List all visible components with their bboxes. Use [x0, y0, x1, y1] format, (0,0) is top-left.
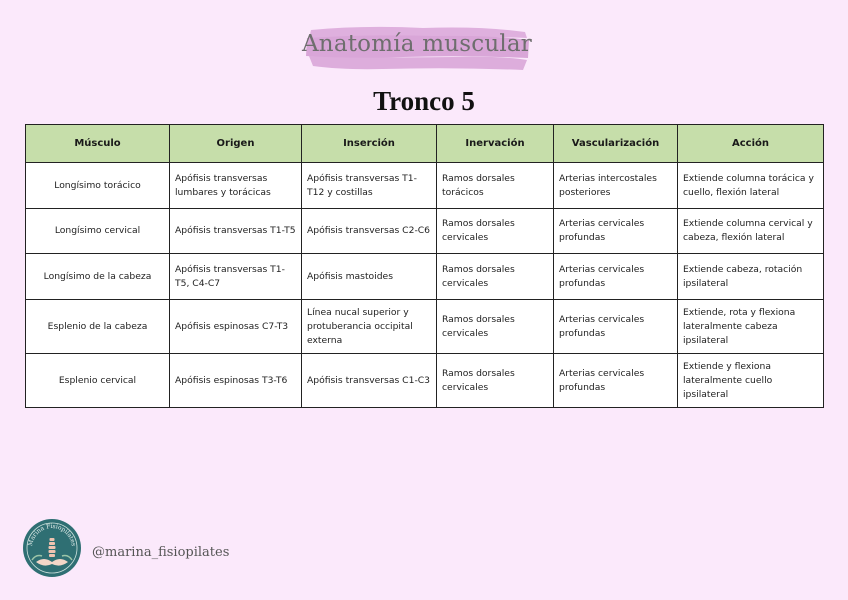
- cell-inervacion: Ramos dorsales cervicales: [437, 209, 554, 254]
- cell-insercion: Línea nucal superior y protuberancia occipital externa: [302, 300, 437, 354]
- table-row: [26, 209, 824, 254]
- column-header-musculo: Músculo: [26, 125, 170, 163]
- cell-musculo: Esplenio de la cabeza: [26, 300, 170, 354]
- column-header-accion: Acción: [678, 125, 824, 163]
- cell-origen: Apófisis transversas T1-T5, C4-C7: [170, 254, 302, 300]
- spine-lotus-logo-icon: [22, 518, 82, 578]
- cell-musculo: Longísimo torácico: [26, 163, 170, 209]
- cell-insercion: Apófisis mastoides: [302, 254, 437, 300]
- table-row: [26, 354, 824, 408]
- cell-musculo: Longísimo cervical: [26, 209, 170, 254]
- muscle-table: [25, 124, 824, 408]
- page-title: Tronco 5: [373, 86, 475, 116]
- table-row: [26, 163, 824, 209]
- cell-musculo: Esplenio cervical: [26, 354, 170, 408]
- cell-vascularizacion: Arterias cervicales profundas: [554, 209, 678, 254]
- cell-insercion: Apófisis transversas C2-C6: [302, 209, 437, 254]
- column-header-origen: Origen: [170, 125, 302, 163]
- cell-origen: Apófisis transversas T1-T5: [170, 209, 302, 254]
- cell-inervacion: Ramos dorsales cervicales: [437, 354, 554, 408]
- cell-insercion: Apófisis transversas T1-T12 y costillas: [302, 163, 437, 209]
- cell-vascularizacion: Arterias cervicales profundas: [554, 300, 678, 354]
- table-row: [26, 254, 824, 300]
- cell-vascularizacion: Arterias intercostales posteriores: [554, 163, 678, 209]
- cell-origen: Apófisis transversas lumbares y torácicas: [170, 163, 302, 209]
- cell-accion: Extiende cabeza, rotación ipsilateral: [678, 254, 824, 300]
- cell-inervacion: Ramos dorsales torácicos: [437, 163, 554, 209]
- cell-musculo: Longísimo de la cabeza: [26, 254, 170, 300]
- column-header-vascularizacion: Vascularización: [554, 125, 678, 163]
- column-header-inervacion: Inervación: [437, 125, 554, 163]
- table-header-row: [26, 125, 824, 163]
- cell-inervacion: Ramos dorsales cervicales: [437, 300, 554, 354]
- social-handle: @marina_fisiopilates: [92, 545, 230, 560]
- svg-text:Marina Fisiopilates: Marina Fisiopilates: [26, 522, 77, 547]
- cell-accion: Extiende y flexiona lateralmente cuello ipsilateral: [678, 354, 824, 408]
- cell-origen: Apófisis espinosas C7-T3: [170, 300, 302, 354]
- cell-accion: Extiende columna cervical y cabeza, flexión lateral: [678, 209, 824, 254]
- cell-vascularizacion: Arterias cervicales profundas: [554, 354, 678, 408]
- cell-accion: Extiende columna torácica y cuello, flexión lateral: [678, 163, 824, 209]
- cell-insercion: Apófisis transversas C1-C3: [302, 354, 437, 408]
- cell-origen: Apófisis espinosas T3-T6: [170, 354, 302, 408]
- table-row: [26, 300, 824, 354]
- cell-inervacion: Ramos dorsales cervicales: [437, 254, 554, 300]
- cell-accion: Extiende, rota y flexiona lateralmente cabeza ipsilateral: [678, 300, 824, 354]
- column-header-insercion: Inserción: [302, 125, 437, 163]
- header-title: Anatomía muscular: [302, 31, 532, 57]
- cell-vascularizacion: Arterias cervicales profundas: [554, 254, 678, 300]
